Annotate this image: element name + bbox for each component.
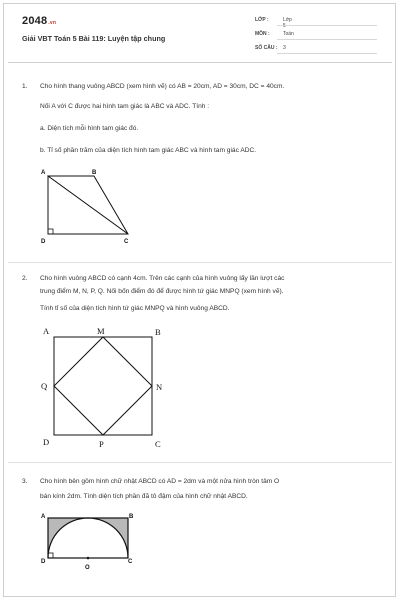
question-line: Tính tỉ số của diện tích hình tứ giác MNPQ và hình vuông ABCD. (40, 305, 230, 312)
question-number: 1. (22, 83, 28, 90)
label-O: O (85, 565, 90, 571)
site-logo[interactable]: 2048.vn (22, 15, 57, 27)
label-C: C (124, 239, 129, 245)
label-B: B (155, 327, 161, 337)
meta-question-count: SỐ CÂU : 3 (255, 45, 283, 51)
label-A: A (43, 326, 50, 336)
label-C: C (128, 559, 133, 565)
label-M: M (97, 326, 105, 336)
label-Q: Q (41, 381, 48, 391)
question-divider (8, 462, 392, 463)
question-line: Cho hình vuông ABCD có cạnh 4cm. Trên các cạnh của hình vuông lấy lần lượt các (40, 275, 285, 282)
question-line: Nối A với C được hai hình tam giác là ABC và ADC. Tính : (40, 103, 210, 110)
question-line: a. Diện tích mỗi hình tam giác đó. (40, 125, 139, 132)
figure-right-trapezoid (38, 166, 138, 248)
question-line: bán kính 2dm. Tính diện tích phần đã tô đậm của hình chữ nhật ABCD. (40, 493, 248, 500)
label-N: N (156, 382, 163, 392)
label-A: A (41, 170, 46, 176)
question-number: 2. (22, 275, 28, 282)
question-line: trung điểm M, N, P, Q. Nối bốn điểm đó để được hình tứ giác MNPQ (xem hình vẽ). (40, 288, 284, 295)
figure-rectangle-semicircle (38, 508, 138, 576)
label-B: B (92, 170, 97, 176)
label-C: C (155, 439, 161, 449)
meta-grade: LỚP : Lớp 5 (255, 17, 283, 23)
label-B: B (129, 514, 134, 520)
question-divider (8, 262, 392, 263)
header-divider (8, 62, 392, 63)
figure-square-mnpq (38, 322, 168, 450)
label-P: P (99, 439, 104, 449)
label-D: D (41, 239, 46, 245)
label-D: D (43, 437, 50, 447)
question-number: 3. (22, 478, 28, 485)
question-line: Cho hình bên gồm hình chữ nhật ABCD có AD = 2dm và một nửa hình tròn tâm O (40, 478, 280, 485)
meta-subject: MÔN : Toán (255, 31, 283, 37)
label-D: D (41, 559, 46, 565)
question-line: Cho hình thang vuông ABCD (xem hình vẽ) có AB = 20cm, AD = 30cm, DC = 40cm. (40, 83, 285, 90)
label-A: A (41, 514, 46, 520)
header (0, 0, 400, 62)
page-title: Giải VBT Toán 5 Bài 119: Luyện tập chung (22, 34, 166, 43)
question-line: b. Tỉ số phần trăm của diện tích hình tam giác ABC và hình tam giác ADC. (40, 147, 257, 154)
